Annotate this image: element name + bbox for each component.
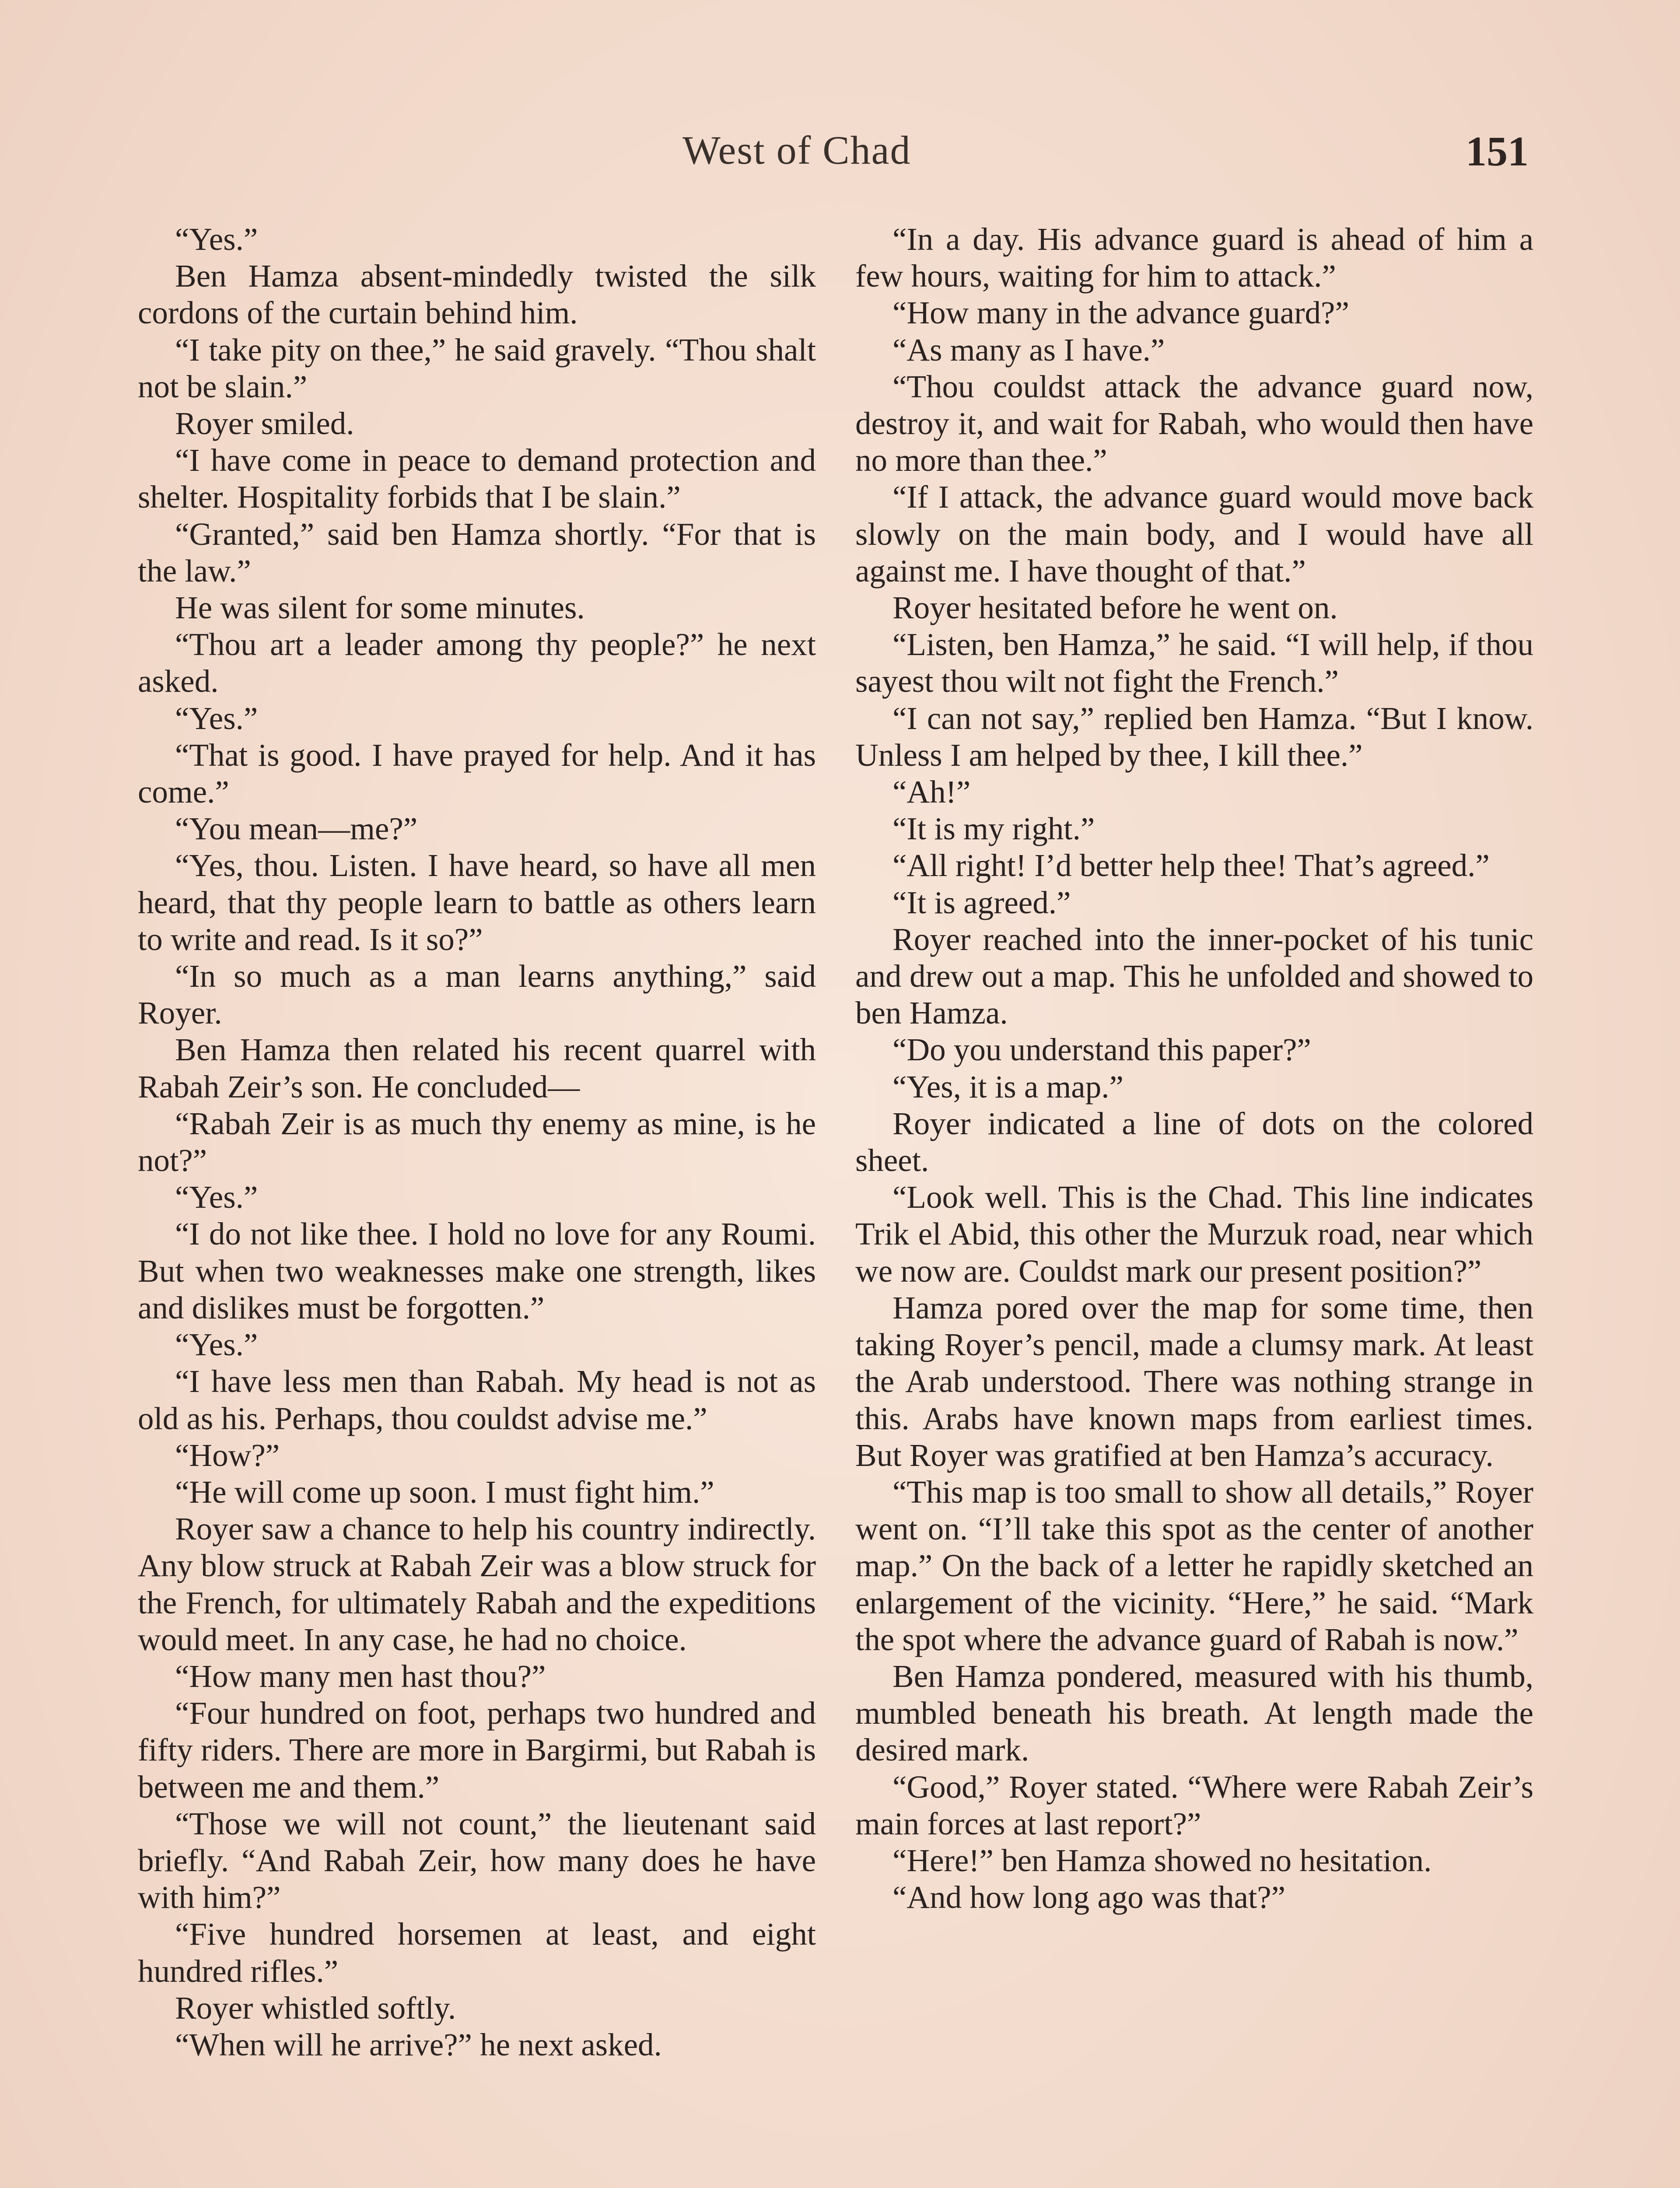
paragraph: “Thou couldst attack the advance guard now, destroy it, and wait for Rabah, who would then have no more than thee.” — [855, 368, 1533, 478]
page-number: 151 — [1466, 128, 1529, 175]
paragraph: “Look well. This is the Chad. This line indicates Trik el Abid, this other the Murzuk road, near which we now are. Couldst mark our present position?” — [855, 1179, 1533, 1289]
paragraph: “Ah!” — [892, 774, 971, 810]
paragraph: “When will he arrive?” he next asked. — [175, 2027, 662, 2062]
paragraph: “Yes, thou. Listen. I have heard, so have all men heard, that thy people learn to battle as others learn to write and read. Is it so?” — [138, 848, 816, 957]
paragraph: “Granted,” said ben Hamza shortly. “For that is the law.” — [138, 516, 816, 589]
paragraph: “All right! I’d better help thee! That’s agreed.” — [892, 848, 1490, 884]
paragraph: Royer indicated a line of dots on the colored sheet. — [855, 1105, 1533, 1178]
paragraph: “Listen, ben Hamza,” he said. “I will help, if thou sayest thou wilt not fight the French.” — [855, 627, 1533, 699]
paragraph: “Yes.” — [175, 1179, 258, 1215]
paragraph: “It is agreed.” — [892, 884, 1071, 920]
paragraph: Ben Hamza pondered, measured with his thumb, mumbled beneath his breath. At length made the desired mark. — [855, 1658, 1533, 1768]
paragraph: “This map is too small to show all details,” Royer went on. “I’ll take this spot as the center of another map.” On the back of a letter he rapidly sketched an enlargement of the vicinity. “Here,” he said. “Mark the spot where the advance guard of Rabah is now.” — [855, 1474, 1533, 1657]
paragraph: “In a day. His advance guard is ahead of him a few hours, waiting for him to attack.” — [855, 221, 1533, 294]
paragraph: “He will come up soon. I must fight him.” — [175, 1474, 714, 1510]
paragraph: “Four hundred on foot, perhaps two hundred and fifty riders. There are more in Bargirmi, but Rabah is between me and them.” — [138, 1695, 816, 1805]
paragraph: “In so much as a man learns anything,” said Royer. — [138, 958, 816, 1031]
paragraph: “Rabah Zeir is as much thy enemy as mine, is he not?” — [138, 1105, 816, 1178]
paragraph: Royer hesitated before he went on. — [892, 590, 1338, 626]
paragraph: “Five hundred horsemen at least, and eight hundred rifles.” — [138, 1916, 816, 1989]
paragraph: “I can not say,” replied ben Hamza. “But I know. Unless I am helped by thee, I kill thee.” — [855, 700, 1533, 773]
paragraph: “Here!” ben Hamza showed no hesitation. — [892, 1842, 1432, 1878]
running-head — [0, 127, 1680, 179]
paragraph: Royer saw a chance to help his country indirectly. Any blow struck at Rabah Zeir was a blow struck for the French, for ultimately Rabah and the expeditions would meet. In any case, he had no choice. — [138, 1511, 816, 1657]
paragraph: “Yes, it is a map.” — [892, 1069, 1124, 1105]
paragraph: “And how long ago was that?” — [892, 1879, 1286, 1915]
paragraph: Royer smiled. — [175, 406, 354, 442]
paragraph: “You mean—me?” — [175, 811, 418, 847]
paragraph: “That is good. I have prayed for help. And it has come.” — [138, 737, 816, 810]
paragraph: Ben Hamza then related his recent quarrel with Rabah Zeir’s son. He concluded— — [138, 1032, 816, 1105]
paragraph: Hamza pored over the map for some time, then taking Royer’s pencil, made a clumsy mark. At least the Arab understood. There was nothing strange in this. Arabs have known maps from earliest times. But Royer was gratified at ben Hamza’s accuracy. — [855, 1290, 1533, 1473]
paragraph: “Those we will not count,” the lieutenant said briefly. “And Rabah Zeir, how many does he have with him?” — [138, 1806, 816, 1915]
paragraph: “Do you understand this paper?” — [892, 1032, 1311, 1068]
left-column — [138, 221, 816, 2063]
paragraph: “How many in the advance guard?” — [892, 295, 1349, 331]
paragraph: “Yes.” — [175, 221, 258, 257]
paragraph: “Good,” Royer stated. “Where were Rabah Zeir’s main forces at last report?” — [855, 1769, 1533, 1841]
paragraph: Ben Hamza absent-mindedly twisted the silk cordons of the curtain behind him. — [138, 258, 816, 331]
running-title: West of Chad — [682, 128, 911, 172]
paragraph: “Yes.” — [175, 1327, 258, 1363]
paragraph: Royer reached into the inner-pocket of his tunic and drew out a map. This he unfolded and showed to ben Hamza. — [855, 921, 1533, 1031]
paragraph: “How?” — [175, 1437, 280, 1473]
paragraph: “I take pity on thee,” he said gravely. “Thou shalt not be slain.” — [138, 332, 816, 404]
paragraph: He was silent for some minutes. — [175, 590, 585, 626]
paragraph: “I do not like thee. I hold no love for any Roumi. But when two weaknesses make one strength, likes and dislikes must be forgotten.” — [138, 1216, 816, 1325]
paragraph: “It is my right.” — [892, 811, 1095, 847]
paragraph: “If I attack, the advance guard would move back slowly on the main body, and I would have all against me. I have thought of that.” — [855, 479, 1533, 589]
paragraph: “I have come in peace to demand protection and shelter. Hospitality forbids that I be slain.” — [138, 442, 816, 515]
paragraph: “How many men hast thou?” — [175, 1658, 546, 1694]
paragraph: “As many as I have.” — [892, 332, 1165, 368]
paragraph: Royer whistled softly. — [175, 1990, 456, 2026]
paragraph: “Thou art a leader among thy people?” he next asked. — [138, 627, 816, 699]
paragraph: “Yes.” — [175, 700, 258, 736]
paragraph: “I have less men than Rabah. My head is not as old as his. Perhaps, thou couldst advise me.” — [138, 1364, 816, 1436]
right-column — [855, 221, 1533, 1916]
